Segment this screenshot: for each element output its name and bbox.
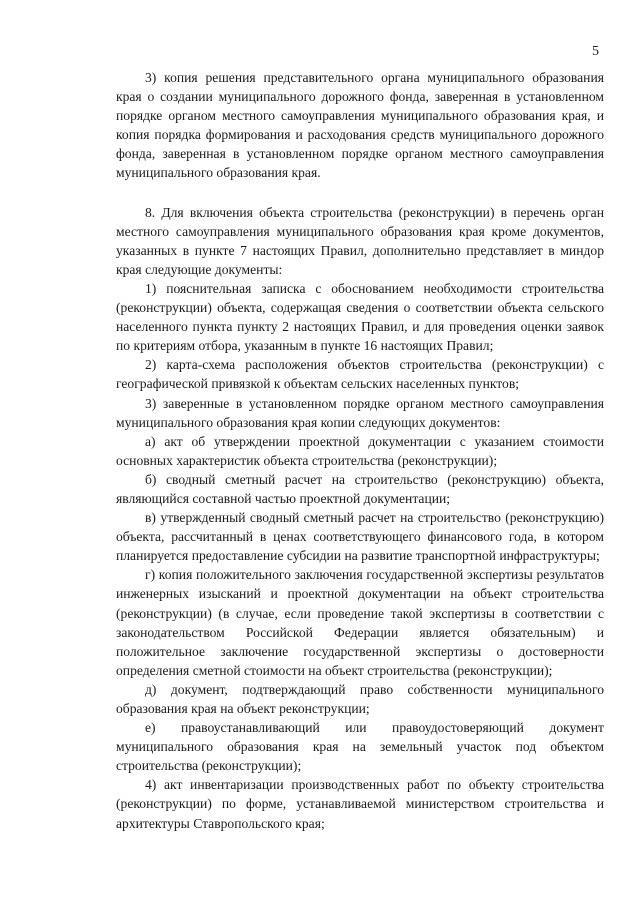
paragraph: е) правоустанавливающий или правоудостоверяющий документ муниципального образования края на земельный участок под объектом строительства (реконструкции); xyxy=(116,720,604,774)
paragraph: б) сводный сметный расчет на строительство (реконструкцию) объекта, являющийся составной частью проектной документации; xyxy=(116,471,604,506)
paragraph: 3) заверенные в установленном порядке органом местного самоуправления муниципального образования края копии следующих документов: xyxy=(116,395,604,430)
paragraph: 1) пояснительная записка с обоснованием необходимости строительства (реконструкции) объекта, содержащая сведения о соответствии объекта сельского населенного пункта пункту 2 настоящих Правил, и для проведения оценки заявок по критериям отбора, указанным в пункте 16 настоящих Правил; xyxy=(116,280,604,354)
paragraph: а) акт об утверждении проектной документации с указанием стоимости основных характеристик объекта строительства (реконструкции); xyxy=(116,433,604,468)
paragraph: в) утвержденный сводный сметный расчет на строительство (реконструкцию) объекта, рассчитанный в ценах соответствующего финансового года, в котором планируется предоставление субсидии на развитие транспортной инфраструктуры; xyxy=(116,510,604,564)
paragraph: д) документ, подтверждающий право собственности муниципального образования края на объект реконструкции; xyxy=(116,681,604,716)
paragraph: 8. Для включения объекта строительства (реконструкции) в перечень орган местного самоуправления муниципального образования края кроме документов, указанных в пункте 7 настоящих Правил, дополнительно представляет в миндор края следующие документы: xyxy=(116,204,604,277)
paragraph: 4) акт инвентаризации производственных работ по объекту строительства (реконструкции) по форме, устанавливаемой министерством строительства и архитектуры Ставропольского края; xyxy=(116,777,604,831)
paragraph: 2) карта-схема расположения объектов строительства (реконструкции) с географической привязкой к объектам сельских населенных пунктов; xyxy=(116,357,604,392)
document-body xyxy=(116,68,604,833)
paragraph: 3) копия решения представительного органа муниципального образования края о создании муниципального дорожного фонда, заверенная в установленном порядке органом местного самоуправления муниципального образования края, и копия порядка формирования и расходования средств муниципального дорожного фонда, заверенная в установленном порядке органом местного самоуправления муниципального образования края. xyxy=(116,70,604,181)
page-number: 5 xyxy=(592,44,599,59)
paragraph: г) копия положительного заключения государственной экспертизы результатов инженерных изысканий и проектной документации на объект строительства (реконструкции) (в случае, если проведение такой экспертизы в соответствии с законодательством Российской Федерации является обязательным) и положительное заключение государственной экспертизы о достоверности определения сметной стоимости на объект строительства (реконструкции); xyxy=(116,567,604,678)
